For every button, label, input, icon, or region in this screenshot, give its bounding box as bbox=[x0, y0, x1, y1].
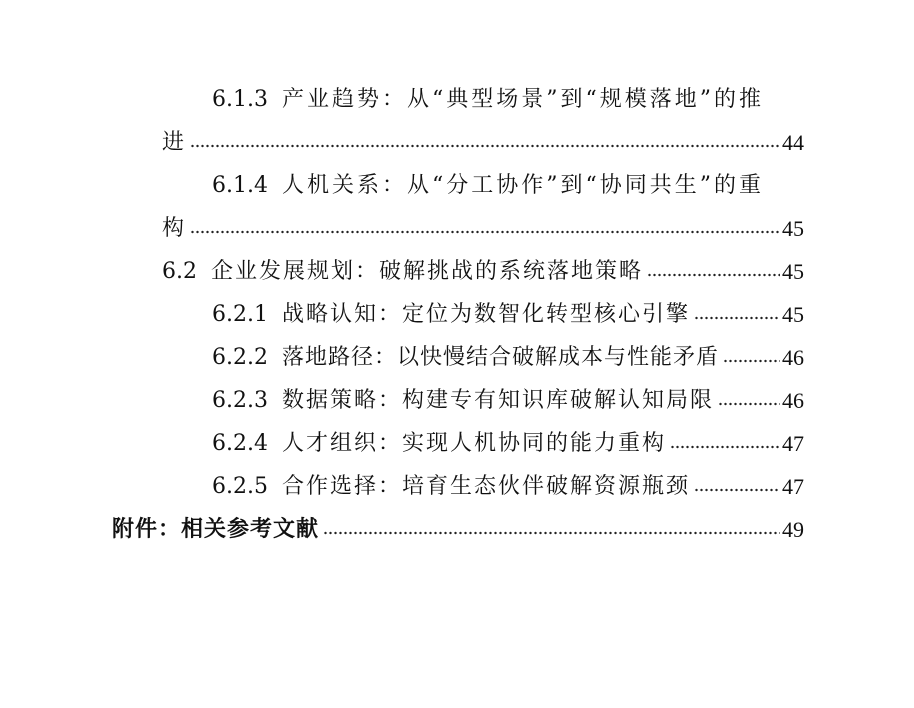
leader-dots bbox=[190, 141, 780, 151]
toc-entry-title: 人才组织：实现人机协同的能力重构 bbox=[281, 431, 666, 456]
leader-dots bbox=[694, 313, 780, 323]
toc-entry-title: 数据策略：构建专有知识库破解认知局限 bbox=[281, 388, 714, 413]
toc-page-number: 46 bbox=[782, 345, 804, 370]
leader-dots bbox=[723, 356, 780, 366]
toc-entry-title: 产业趋势：从“典型场景”到“规模落地”的推 bbox=[281, 87, 764, 112]
toc-entry-6-1-4-line2[interactable] bbox=[162, 207, 804, 243]
toc-entry-number: 6.2.3 bbox=[212, 388, 268, 413]
toc-entry-number: 6.2 bbox=[162, 259, 197, 284]
toc-entry-number: 6.2.5 bbox=[212, 474, 268, 499]
toc-entry-title: 战略认知：定位为数智化转型核心引擎 bbox=[281, 302, 690, 327]
toc-entry-title: 合作选择：培育生态伙伴破解资源瓶颈 bbox=[281, 474, 690, 499]
toc-entry-title: 附件：相关参考文献 bbox=[112, 517, 320, 542]
leader-dots bbox=[694, 485, 780, 495]
toc-page-number: 49 bbox=[782, 517, 804, 542]
toc-page-number: 47 bbox=[782, 431, 804, 456]
toc-entry-6-2-1[interactable] bbox=[212, 293, 804, 329]
leader-dots bbox=[190, 227, 780, 237]
leader-dots bbox=[670, 442, 780, 452]
toc-entry-title: 企业发展规划：破解挑战的系统落地策略 bbox=[211, 259, 644, 284]
toc-page-number: 45 bbox=[782, 216, 804, 241]
toc-entry-number: 6.1.3 bbox=[212, 87, 268, 112]
toc-entry-title-continued: 构 bbox=[162, 216, 187, 241]
toc-entry-6-1-3-line1[interactable] bbox=[212, 78, 804, 114]
toc-entry-number: 6.2.4 bbox=[212, 431, 268, 456]
toc-entry-number: 6.1.4 bbox=[212, 173, 268, 198]
toc-entry-6-2-4[interactable] bbox=[212, 422, 804, 458]
toc-page-number: 46 bbox=[782, 388, 804, 413]
toc-entry-6-1-3-line2[interactable] bbox=[162, 121, 804, 157]
toc-entry-6-1-4-line1[interactable] bbox=[212, 164, 804, 200]
leader-dots bbox=[718, 399, 780, 409]
leader-dots bbox=[647, 270, 780, 280]
leader-dots bbox=[323, 528, 780, 538]
toc-entry-title: 人机关系：从“分工协作”到“协同共生”的重 bbox=[281, 173, 764, 198]
toc-page-number: 45 bbox=[782, 259, 804, 284]
toc-entry-appendix[interactable] bbox=[112, 508, 804, 544]
toc-entry-6-2-5[interactable] bbox=[212, 465, 804, 501]
toc-entry-number: 6.2.2 bbox=[212, 345, 268, 370]
toc-entry-title-continued: 进 bbox=[162, 130, 187, 155]
toc-entry-6-2-3[interactable] bbox=[212, 379, 804, 415]
toc-entry-6-2[interactable] bbox=[162, 250, 804, 286]
toc-page-number: 47 bbox=[782, 474, 804, 499]
toc-page-number: 45 bbox=[782, 302, 804, 327]
toc-entry-6-2-2[interactable] bbox=[212, 336, 804, 372]
toc-page-number: 44 bbox=[782, 130, 804, 155]
toc-entry-title: 落地路径：以快慢结合破解成本与性能矛盾 bbox=[281, 345, 719, 370]
toc-entry-number: 6.2.1 bbox=[212, 302, 268, 327]
